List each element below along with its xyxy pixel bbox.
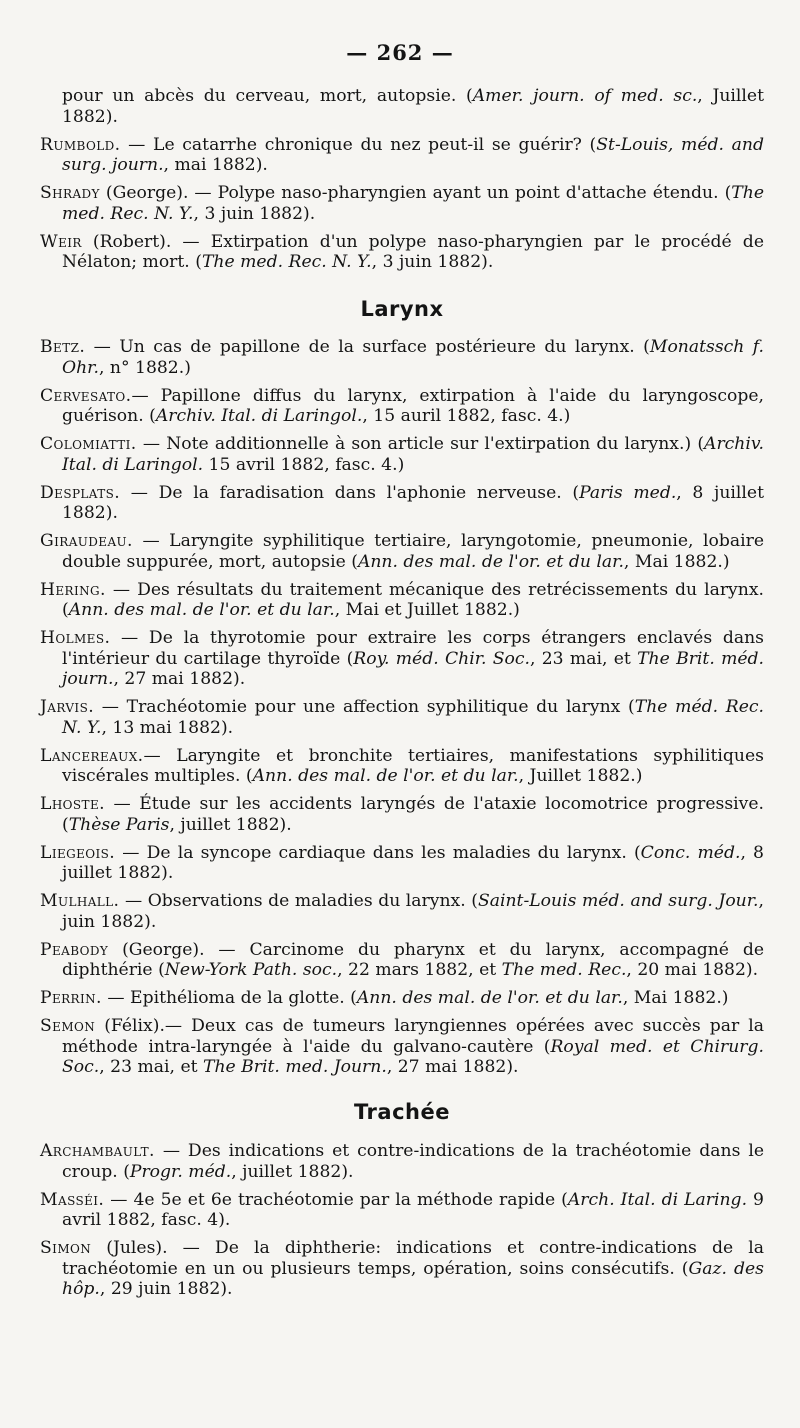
entry-text: — De la thyrotomie pour extraire les corps étrangers enclavés dans l'intérieur du cartilage thyroïde ( bbox=[62, 628, 764, 669]
entry-text: — 4e 5e et 6e trachéotomie par la méthode rapide ( bbox=[104, 1189, 568, 1210]
entry-text: , 3 juin 1882). bbox=[371, 252, 494, 272]
entry-text: , mai 1882). bbox=[163, 155, 268, 175]
entry-author: Semon bbox=[40, 1016, 96, 1036]
entry-author: Archambault. bbox=[40, 1141, 155, 1161]
entry-source: Gaz. des hôp. bbox=[62, 1258, 764, 1299]
entry-text: , Mai 1882.) bbox=[623, 551, 730, 572]
entry-text: , 13 mai 1882). bbox=[101, 717, 234, 738]
entry-text: , 20 mai 1882). bbox=[626, 960, 759, 980]
entry-text: , 22 mars 1882, et bbox=[337, 960, 502, 980]
entry-text: — Observations de maladies du larynx. ( bbox=[119, 891, 478, 911]
bib-entry bbox=[40, 183, 764, 224]
entry-text: pour un abcès du cerveau, mort, autopsie. ( bbox=[62, 86, 473, 106]
bib-entry bbox=[40, 337, 764, 378]
entry-text: — Des résultats du traitement mécanique des retrécissements du larynx. ( bbox=[62, 579, 764, 620]
bib-entry bbox=[40, 746, 764, 787]
entry-source: New-York Path. soc. bbox=[164, 960, 338, 980]
entry-author: Holmes. bbox=[40, 628, 111, 648]
entry-source: Amer. journ. of med. sc. bbox=[472, 86, 698, 106]
entry-author: Weir bbox=[40, 231, 82, 252]
entry-text: (Félix).— Deux cas de tumeurs laryngiennes opérées avec succès par la méthode intra-laryngée à l'aide du galvano-cautère ( bbox=[62, 1016, 764, 1057]
entry-author: Betz. bbox=[40, 337, 86, 357]
entry-source: The Brit. méd. journ. bbox=[62, 648, 765, 689]
section-title-trachee: Trachée bbox=[354, 1099, 450, 1124]
entry-text: , 29 juin 1882). bbox=[99, 1279, 233, 1299]
entry-source: Conc. méd. bbox=[640, 842, 741, 863]
entry-source: Ann. des mal. de l'or. et du lar. bbox=[68, 600, 335, 620]
entry-text: , n° 1882.) bbox=[98, 357, 191, 378]
bib-entry bbox=[40, 891, 764, 932]
entry-author: Simon bbox=[40, 1238, 92, 1258]
entry-source: Monatssch f. Ohr. bbox=[62, 337, 764, 378]
entry-text: , juillet 1882). bbox=[231, 1161, 354, 1182]
entry-text: , 23 mai, et bbox=[530, 648, 638, 669]
entry-source: Ann. des mal. de l'or. et du lar. bbox=[356, 988, 623, 1008]
entry-source: St-Louis, méd. and surg. journ. bbox=[62, 134, 764, 175]
entry-text: — Trachéotomie pour une affection syphilitique du larynx ( bbox=[94, 697, 635, 717]
entry-text: , Mai 1882.) bbox=[622, 988, 729, 1008]
entry-author: Peabody bbox=[40, 939, 109, 960]
entry-text: 15 avril 1882, fasc. 4.) bbox=[203, 454, 405, 475]
entry-source: Arch. Ital. di Laring. bbox=[567, 1189, 748, 1210]
entry-text: — Un cas de papillone de la surface postérieure du larynx. ( bbox=[85, 337, 650, 357]
entry-text: , Mai et Juillet 1882.) bbox=[334, 600, 520, 620]
entry-source: The Brit. med. Journ. bbox=[203, 1057, 387, 1077]
entry-text: , 8 juillet 1882). bbox=[62, 482, 764, 523]
bib-entry bbox=[40, 940, 764, 981]
entry-author: Liegeois. bbox=[40, 842, 116, 863]
entries-larynx bbox=[40, 337, 764, 1078]
entry-text: , 3 juin 1882). bbox=[193, 203, 316, 224]
bib-entry bbox=[40, 580, 764, 621]
entry-text: — Le catarrhe chronique du nez peut-il se guérir? ( bbox=[120, 134, 597, 155]
entry-source: Paris med. bbox=[579, 482, 677, 503]
bib-entry bbox=[40, 697, 764, 738]
bib-entry bbox=[40, 135, 764, 176]
entry-text: , juin 1882). bbox=[62, 891, 764, 932]
entry-source: Roy. méd. Chir. Soc. bbox=[353, 648, 530, 669]
entry-text: , 15 auril 1882, fasc. 4.) bbox=[362, 406, 571, 426]
entry-text: — Laryngite syphilitique tertiaire, laryngotomie, pneumonie, lobaire double suppurée, mort, autopsie ( bbox=[62, 531, 764, 572]
entry-source: Archiv. Ital. di Laringol. bbox=[62, 434, 764, 475]
entry-text: , Juillet 1882). bbox=[62, 86, 764, 127]
entry-text: — Epithélioma de la glotte. ( bbox=[101, 988, 357, 1008]
bib-entry bbox=[40, 1190, 764, 1231]
bib-entry bbox=[40, 843, 764, 884]
entry-source: The med. Rec. bbox=[501, 960, 627, 980]
entry-author: Rumbold. bbox=[40, 134, 121, 155]
entry-source: Archiv. Ital. di Laringol. bbox=[155, 406, 363, 426]
section-title-larynx: Larynx bbox=[360, 296, 444, 321]
entry-author: Hering. bbox=[40, 579, 106, 600]
bib-entry bbox=[40, 1016, 764, 1078]
entry-author: Desplats. bbox=[40, 482, 121, 503]
entry-author: Lhoste. bbox=[40, 794, 105, 814]
entry-author: Lancereaux. bbox=[40, 745, 144, 766]
entry-text: 9 avril 1882, fasc. 4). bbox=[62, 1189, 764, 1230]
entry-text: — Papillone diffus du larynx, extirpation à l'aide du laryngoscope, guérison. ( bbox=[62, 385, 764, 426]
entry-author: Mulhall. bbox=[40, 891, 120, 911]
page-number: — 262 — bbox=[346, 40, 454, 65]
entry-source: Ann. des mal. de l'or. et du lar. bbox=[252, 766, 519, 786]
bib-entry bbox=[40, 988, 764, 1009]
bib-entry bbox=[40, 232, 764, 273]
entry-source: The med. Rec. N. Y. bbox=[201, 252, 372, 272]
bib-entry bbox=[40, 434, 764, 475]
entry-text: , juillet 1882). bbox=[169, 814, 292, 835]
entries-trachee bbox=[40, 1141, 764, 1300]
entries-continued bbox=[40, 86, 764, 273]
entry-text: — De la faradisation dans l'aphonie nerveuse. ( bbox=[120, 482, 580, 503]
entry-author: Shrady bbox=[40, 183, 100, 203]
entry-text: — Note additionnelle à son article sur l'extirpation du larynx.) ( bbox=[136, 434, 705, 454]
entry-source: Saint-Louis méd. and surg. Jour. bbox=[477, 891, 759, 911]
entry-text: , 23 mai, et bbox=[99, 1057, 203, 1077]
bib-entry bbox=[40, 794, 764, 835]
entry-source: The méd. Rec. N. Y. bbox=[62, 697, 764, 738]
entry-author: Jarvis. bbox=[40, 697, 95, 717]
entry-text: — Laryngite et bronchite tertiaires, manifestations syphilitiques viscérales multiples. ( bbox=[62, 745, 764, 786]
entry-source: Ann. des mal. de l'or. et du lar. bbox=[357, 551, 624, 572]
bibliography bbox=[40, 86, 764, 1307]
entry-text: , 8 juillet 1882). bbox=[62, 842, 764, 883]
entry-author: Masséi. bbox=[40, 1189, 105, 1210]
entry-source: Progr. méd. bbox=[129, 1161, 232, 1182]
entry-text: — De la syncope cardiaque dans les maladies du larynx. ( bbox=[115, 842, 641, 863]
bib-entry bbox=[40, 531, 764, 572]
entry-source: Royal med. et Chirurg. Soc. bbox=[62, 1036, 764, 1077]
bib-entry bbox=[40, 1238, 764, 1300]
entry-text: , Juillet 1882.) bbox=[518, 766, 643, 786]
entry-author: Colomiatti. bbox=[40, 434, 137, 454]
entry-author: Giraudeau. bbox=[40, 531, 133, 551]
entry-text: (George). — Carcinome du pharynx et du larynx, accompagné de diphthérie ( bbox=[62, 939, 764, 980]
bib-entry bbox=[40, 483, 764, 524]
entry-text: — Étude sur les accidents laryngés de l'ataxie locomotrice progressive. ( bbox=[62, 794, 764, 835]
bib-entry bbox=[40, 86, 764, 127]
entry-text: (George). — Polype naso-pharyngien ayant un point d'attache étendu. ( bbox=[99, 183, 732, 203]
entry-text: (Robert). — Extirpation d'un polype naso-pharyngien par le procédé de Nélaton; mort. ( bbox=[62, 231, 764, 272]
entry-text: , 27 mai 1882). bbox=[386, 1057, 519, 1077]
entry-text: — Des indications et contre-indications de la trachéotomie dans le croup. ( bbox=[62, 1141, 764, 1182]
bib-entry bbox=[40, 628, 764, 690]
entry-source: The med. Rec. N. Y. bbox=[62, 183, 764, 224]
entry-text: , 27 mai 1882). bbox=[113, 669, 246, 689]
entry-source: Thèse Paris bbox=[68, 814, 170, 835]
bib-entry bbox=[40, 1141, 764, 1182]
bib-entry bbox=[40, 386, 764, 427]
entry-author: Cervesato. bbox=[40, 385, 132, 406]
entry-text: (Jules). — De la diphtherie: indications et contre-indications de la trachéotomie en un ou plusieurs temps, opération, soins consécutifs. ( bbox=[62, 1238, 764, 1279]
entry-author: Perrin. bbox=[40, 988, 102, 1008]
